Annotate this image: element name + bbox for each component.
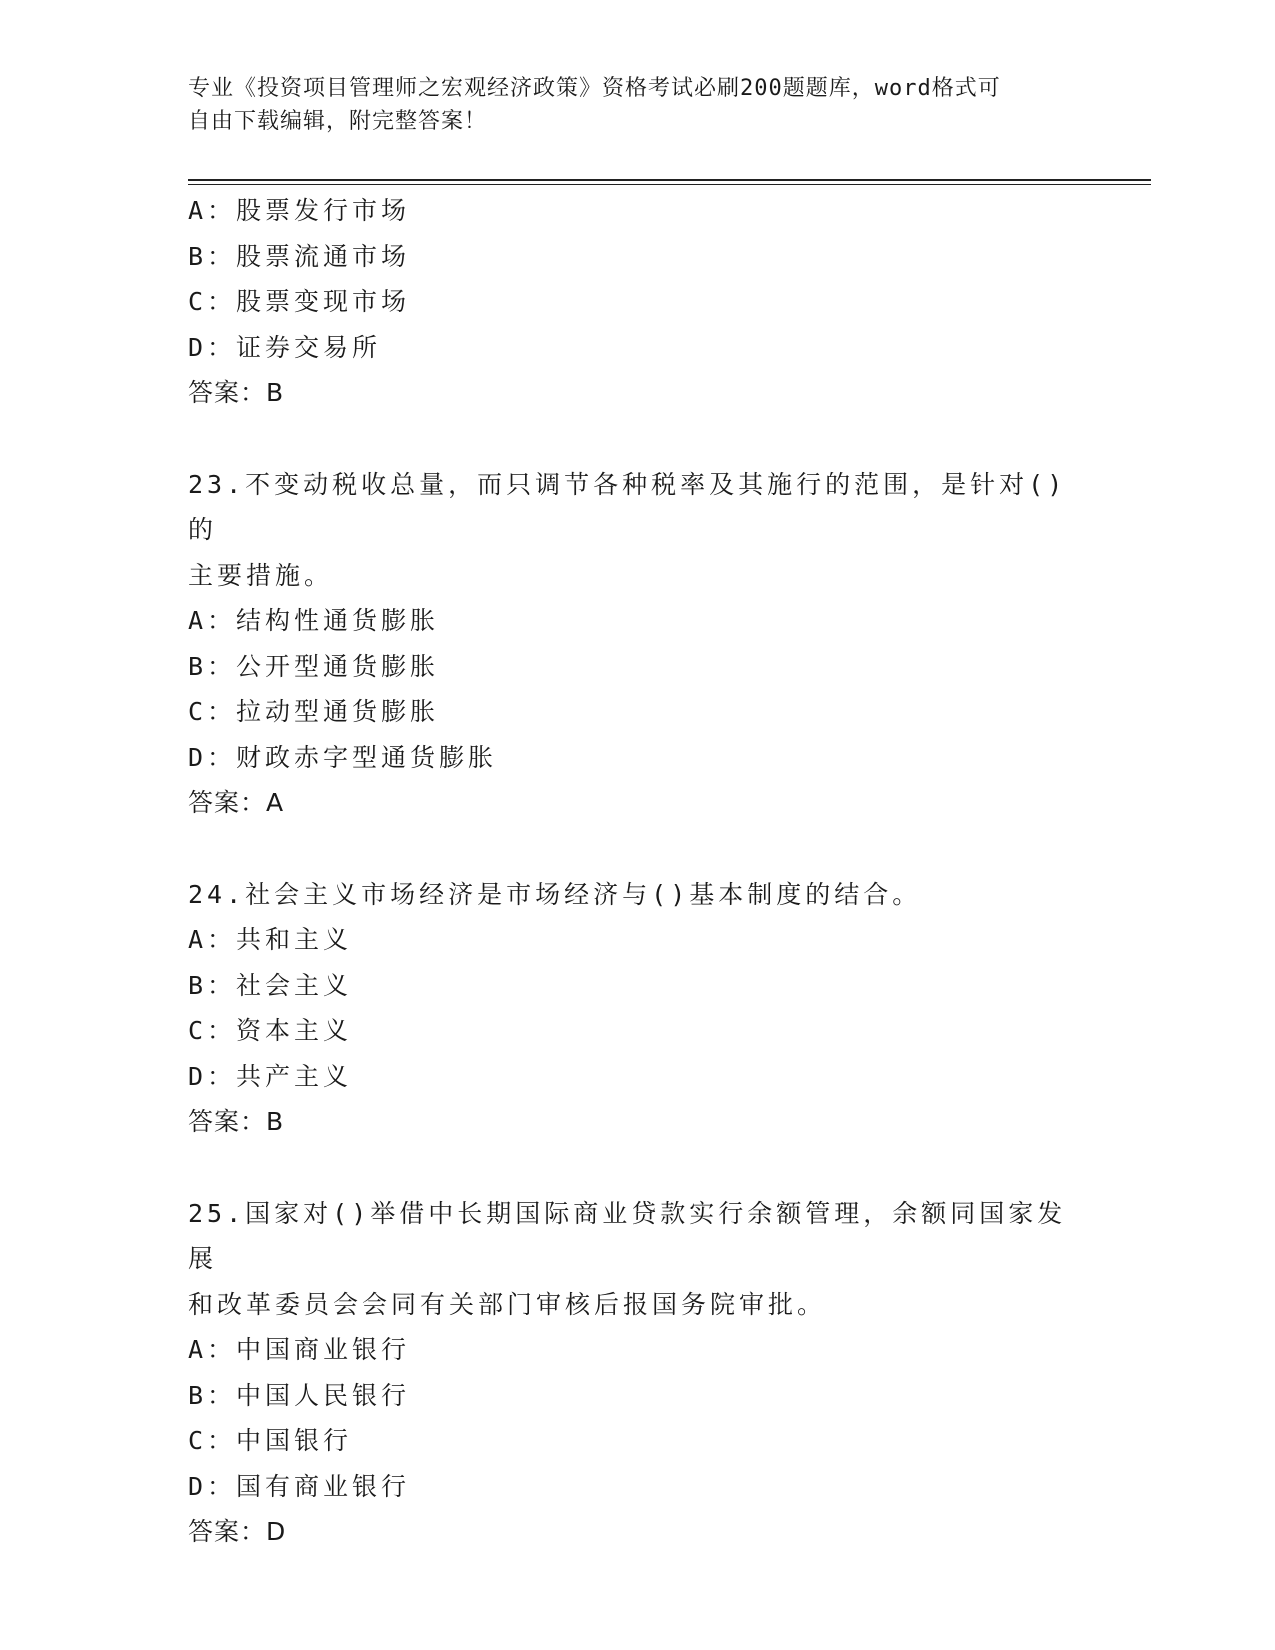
- header-title-line-1: 专业《投资项目管理师之宏观经济政策》资格考试必刷200题题库，word格式可: [188, 76, 1001, 101]
- option-b: B：中国人民银行: [188, 1380, 411, 1410]
- option-d: D：国有商业银行: [188, 1471, 411, 1501]
- option-a: A：结构性通货膨胀: [188, 606, 440, 635]
- option-d: D：财政赤字型通货膨胀: [188, 742, 498, 772]
- option-c: C：中国银行: [188, 1426, 353, 1455]
- option-d: D：证券交易所: [188, 332, 382, 362]
- question-stem-line-1: 23.不变动税收总量，而只调节各种税率及其施行的范围，是针对()的: [188, 469, 1067, 544]
- option-c: C：资本主义: [188, 1016, 353, 1045]
- option-a: A：共和主义: [188, 925, 353, 954]
- question-stem-line-2: 主要措施。: [188, 560, 334, 590]
- question-list: [188, 188, 1088, 1555]
- question-stem-line-1: 24.社会主义市场经济是市场经济与()基本制度的结合。: [188, 879, 922, 909]
- option-b: B：公开型通货膨胀: [188, 651, 440, 681]
- option-b: B：社会主义: [188, 970, 353, 1000]
- answer-line: 答案：D: [188, 1517, 287, 1546]
- option-c: C：拉动型通货膨胀: [188, 697, 440, 726]
- question-23: [188, 462, 1088, 826]
- option-d: D：共产主义: [188, 1061, 353, 1091]
- header-divider-thick: [188, 179, 1151, 181]
- header-title-line-2: 自由下载编辑，附完整答案！: [188, 109, 488, 134]
- answer-line: 答案：A: [188, 788, 285, 817]
- answer-line: 答案：B: [188, 378, 285, 407]
- question-24: [188, 872, 1088, 1145]
- question-stem-line-1: 25.国家对()举借中长期国际商业贷款实行余额管理，余额同国家发展: [188, 1198, 1067, 1273]
- document-header: [188, 72, 1088, 138]
- option-c: C：股票变现市场: [188, 287, 411, 316]
- option-a: A：中国商业银行: [188, 1335, 411, 1364]
- option-a: A：股票发行市场: [188, 196, 411, 225]
- question-stem-line-2: 和改革委员会会同有关部门审核后报国务院审批。: [188, 1289, 827, 1319]
- option-b: B：股票流通市场: [188, 241, 411, 271]
- question-25: [188, 1191, 1088, 1555]
- question-22: [188, 188, 1088, 416]
- answer-line: 答案：B: [188, 1107, 285, 1136]
- header-divider-thin: [188, 184, 1151, 185]
